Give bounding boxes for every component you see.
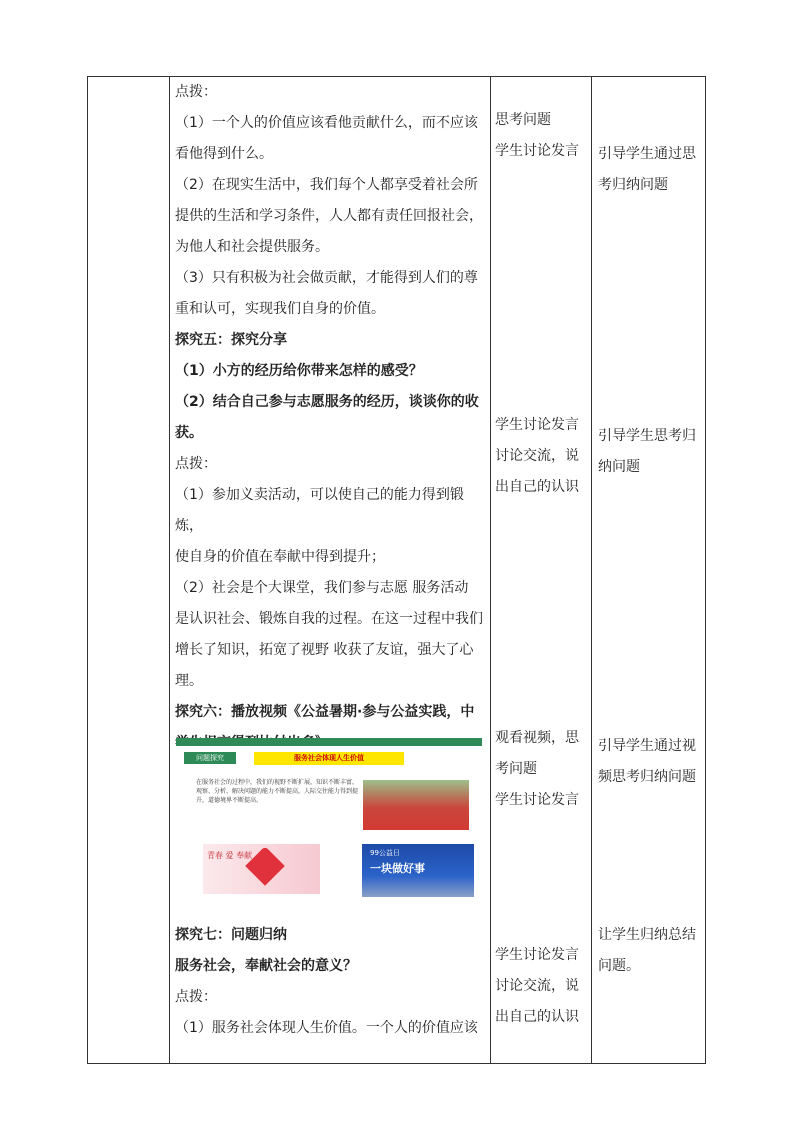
section-heading: 探究六：播放视频《公益暑期·参与公益实践，中 [175,704,475,720]
section-heading: 探究五：探究分享 [175,332,287,348]
student-activity-4 [495,940,590,1033]
column-divider [591,77,592,1063]
teaching-content-continued [170,920,490,1044]
text-line: 点拨： [175,84,217,100]
text-line: 增长了知识，拓宽了视野 收获了友谊，强大了心 [175,642,474,658]
design-intent-1 [598,139,698,201]
slide-title: 服务社会体现人生价值 [254,752,404,765]
slide-header-bar [176,738,482,746]
photo-caption: 一块做好事 [370,862,425,875]
column-divider [490,77,491,1063]
text-line: 理。 [175,673,203,689]
charity-heart-image [203,844,320,894]
text-line: （2）在现实生活中，我们每个人都享受着社会所 [175,177,478,193]
design-intent-3 [598,731,698,793]
activity-line: 观看视频，思 [495,730,579,746]
student-activity-3 [495,723,590,816]
question-line: 获。 [175,425,203,441]
intent-line: 频思考归纳问题 [598,769,696,785]
teaching-content-column [170,77,490,759]
design-intent-4 [598,920,698,982]
intent-line: 引导学生思考归 [598,428,696,444]
text-line: （3）只有积极为社会做贡献，才能得到人们的尊 [175,270,478,286]
intent-line: 引导学生通过思 [598,146,696,162]
activity-line: 出自己的认识 [495,479,579,495]
text-line: （1）参加义卖活动，可以使自己的能力得到锻炼， [175,487,464,534]
video-slide-image [176,738,482,898]
text-line: 重和认可，实现我们自身的价值。 [175,301,385,317]
design-intent-2 [598,421,698,483]
activity-line: 出自己的认识 [495,1009,579,1025]
text-line: 是认识社会、锻炼自我的过程。在这一过程中我们 [175,611,483,627]
photo-caption: 青春 爱 奉献 [207,851,253,860]
text-line: 提供的生活和学习条件，人人都有责任回报社会， [175,208,483,224]
text-line: 看他得到什么。 [175,146,273,162]
section-heading: 探究七：问题归纳 [175,927,287,943]
activity-line: 讨论交流，说 [495,978,579,994]
intent-line: 引导学生通过视 [598,738,696,754]
activity-line: 学生讨论发言 [495,143,579,159]
intent-line: 考归纳问题 [598,177,668,193]
activity-line: 学生讨论发言 [495,792,579,808]
text-line: （1）服务社会体现人生价值。一个人的价值应该 [175,1020,478,1036]
activity-line: 讨论交流，说 [495,448,579,464]
photo-caption: 99公益日 [370,849,400,857]
activity-line: 思考问题 [495,112,551,128]
text-line: 为他人和社会提供服务。 [175,239,329,255]
charity-day-photo [362,844,474,897]
lesson-table [87,76,706,1064]
question-line: （2）结合自己参与志愿服务的经历，谈谈你的收 [175,394,479,410]
slide-text: 在服务社会的过程中，我们的视野不断扩展，知识不断丰富，观察、分析、解决问题的能力不断提高，人际交往能力得到提升，道德境界不断提高。 [196,779,359,804]
text-line: 使自身的价值在奉献中得到提升； [175,549,385,565]
activity-line: 学生讨论发言 [495,417,579,433]
text-line: 点拨： [175,989,217,1005]
student-activity-2 [495,410,590,503]
slide-tag: 问题探究 [184,752,236,764]
text-line: （1）一个人的价值应该看他贡献什么，而不应该 [175,115,478,131]
question-line: 服务社会，奉献社会的意义？ [175,958,357,974]
text-line: 点拨： [175,456,217,472]
intent-line: 问题。 [598,958,640,974]
volunteer-group-photo [363,780,469,830]
student-activity-1 [495,105,590,167]
question-line: （1）小方的经历给你带来怎样的感受？ [175,363,423,379]
activity-line: 考问题 [495,761,537,777]
activity-line: 学生讨论发言 [495,947,579,963]
intent-line: 让学生归纳总结 [598,927,696,943]
intent-line: 纳问题 [598,459,640,475]
text-line: （2）社会是个大课堂，我们参与志愿 服务活动 [175,580,469,596]
